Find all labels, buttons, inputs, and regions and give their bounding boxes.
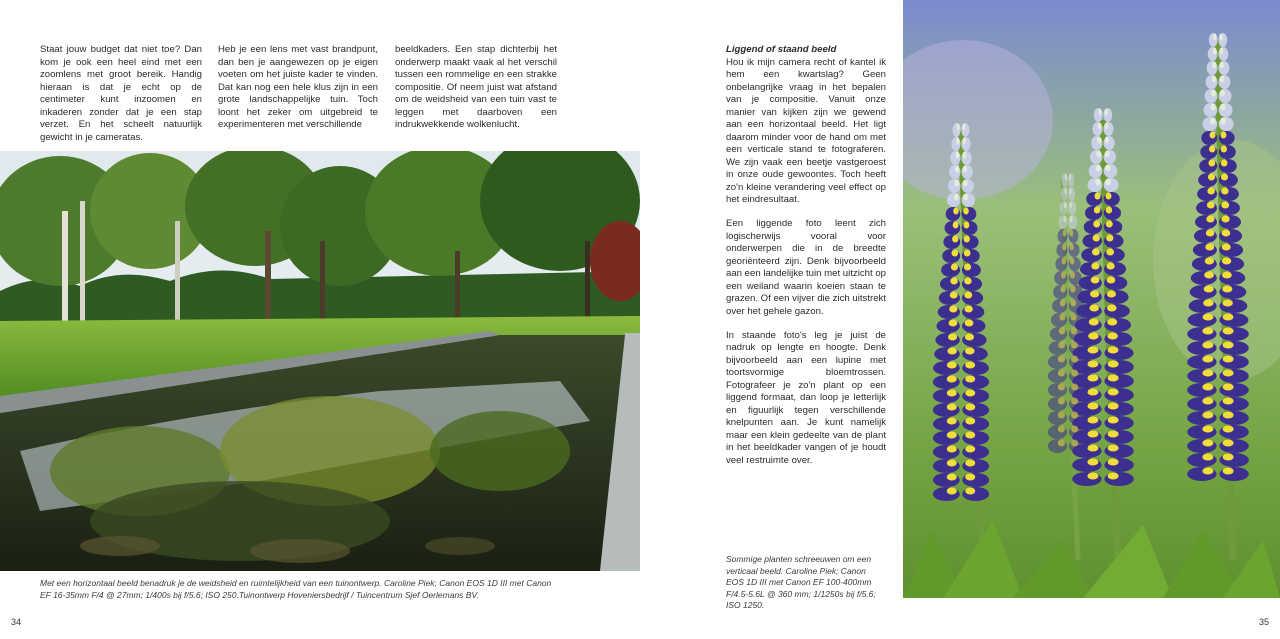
paragraph-2: Een liggende foto leent zich logischerwijs vooral voor onderwerpen die in de breedte georiënteerd zijn. Denk bijvoorbeeld aan een landelijke tuin met uitzicht op een weiland waarin koeien staan te grazen. Of een vijver die zich uitstrekt over het gehele gazon. (726, 218, 886, 317)
lupine-photo (903, 0, 1280, 598)
left-photo-caption: Met een horizontaal beeld benadruk je de weidsheid en ruimtelijkheid van een tuinontwerp. Caroline Piek; Canon EOS 1D III met Canon EF 16-35mm F/4 @ 27mm; 1/400s bij f/5.6; ISO 250.Tuinontwerp Hoveniersbedrijf / Tuincentrum Sjef Oerlemans BV. (40, 578, 552, 600)
page-number-right: 35 (1258, 617, 1269, 627)
paragraph-1: Hou ik mijn camera recht of kantel ik hem een kwartslag? Geen onbelangrijke vraag in het bepalen van je compositie. Vanuit onze manier van kijken zijn we gewend aan een horizontaal beeld. Het ligt daarom minder voor de hand om met een verticale stand te fotograferen. We zijn vaak een beetje vastgeroest in onze oude gewoontes. Toch heeft zo'n kleine verandering veel effect op het eindresultaat. (726, 56, 886, 205)
right-photo-caption: Sommige planten schreeuwen om een verticaal beeld. Caroline Piek; Canon EOS 1D III met Canon EF 100-400mm F/4.5-5.6L @ 360 mm; 1/1250s bij f/5.6; ISO 1250. (726, 554, 876, 610)
section-heading: Liggend of staand beeld (726, 44, 837, 55)
paragraph-3: In staande foto's leg je juist de nadruk op lengte en hoogte. Denk bijvoorbeeld aan een lupine met toortsvormige bloemtrossen. Fotografeer je zo'n plant op een liggend formaat, dan loop je letterlijk en figuurlijk tegen verschillende knelpunten aan. Je kunt namelijk maar een klein gedeelte van de plant in het beeldkader vangen of je houdt veel restruimte over. (726, 329, 886, 466)
text-column-2: Heb je een lens met vast brandpunt, dan ben je aangewezen op je eigen voeten om het juiste kader te vinden. Dat kan nog een hele klus zijn in een grote landschappelijke tuin. Toch loont het zeker om uitgebreid te experimenteren met verschillende (218, 44, 378, 130)
page-number-left: 34 (11, 617, 22, 627)
text-column-1: Staat jouw budget dat niet toe? Dan kom je ook een heel eind met een zoomlens met groot bereik. Handig hieraan is dat je echt op de centimeter kunt inzoomen en inkaderen zonder dat je een stap verzet. En het scheelt natuurlijk gewicht in je cameratas. (40, 44, 202, 143)
garden-pond-photo (0, 151, 640, 571)
text-column-3: beeldkaders. Een stap dichterbij het onderwerp maakt vaak al het verschil tussen een rommelige en een strakke compositie. Of neem juist wat afstand om de weidsheid van een tuin vast te leggen met daarboven een indrukwekkende wolkenlucht. (395, 44, 557, 130)
right-page (640, 0, 1280, 639)
right-text-column (726, 44, 886, 479)
